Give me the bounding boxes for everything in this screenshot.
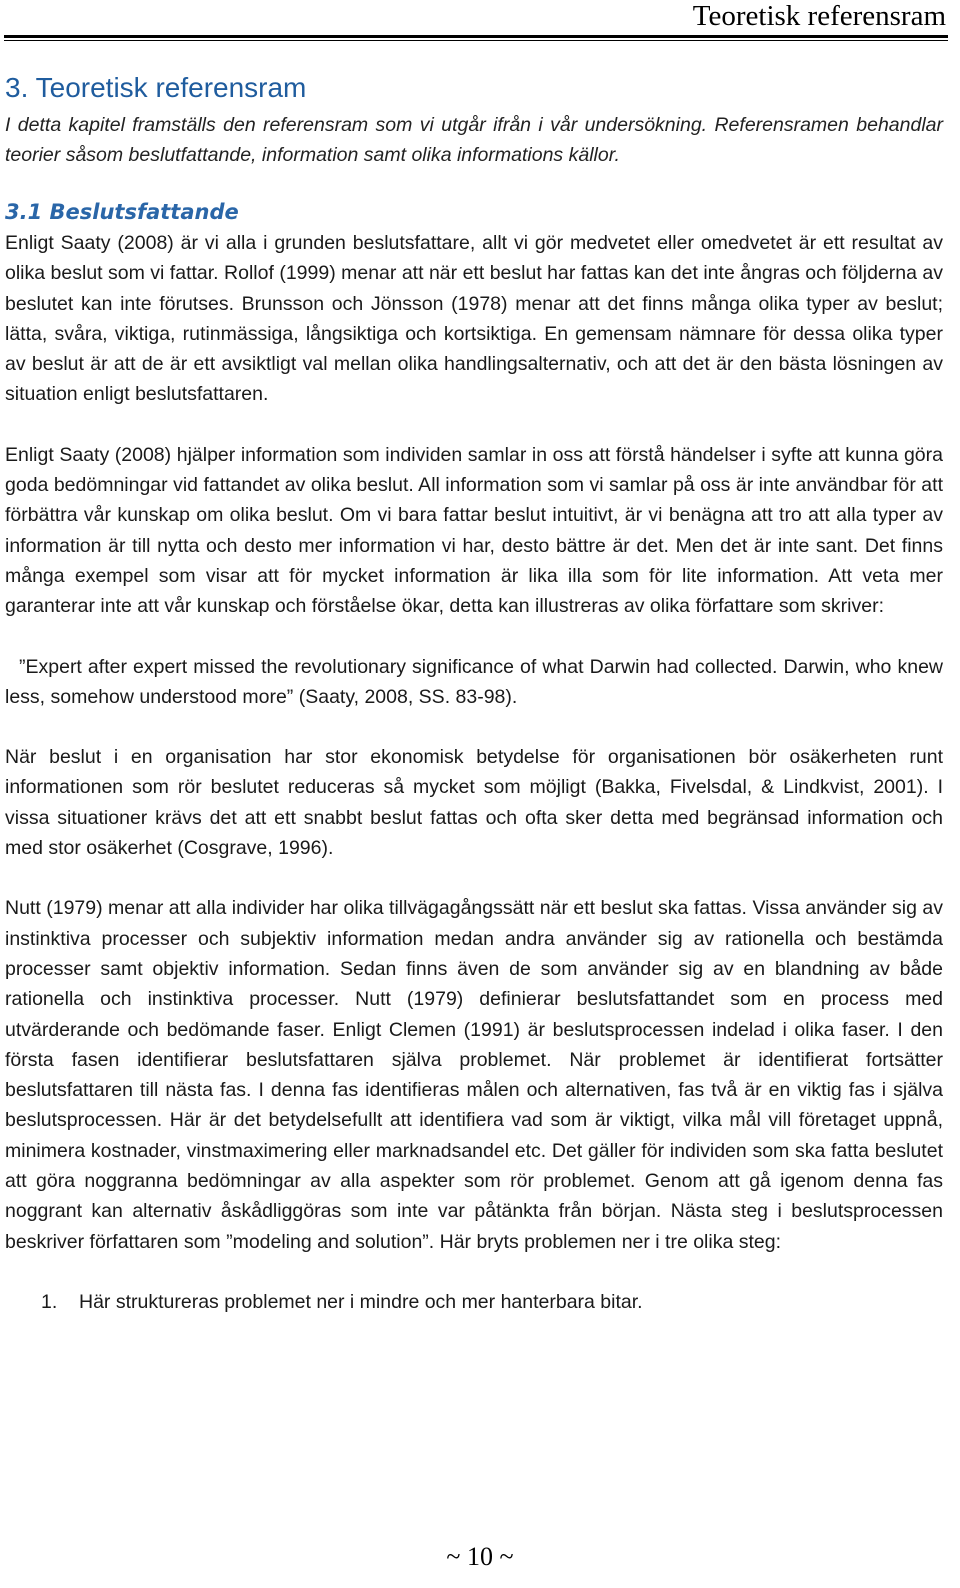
- paragraph-decision-process: Nutt (1979) menar att alla individer har olika tillvägagångssätt när ett beslut ska fattas. Vissa använder sig av instinktiva processer och subjektiv information medan andra använder sig av rationella och bestämda processer samt objektiv information. Sedan finns även de som använder sig av en blandning av både rationella och instinktiva processer. Nutt (1979) definierar beslutsfattandet som en process med utvärderande och bedömande faser. Enligt Clemen (1991) är beslutsprocessen indelad i olika faser. I den första fasen identifierar beslutsfattaren själva problemet. När problemet är identifierat fortsätter beslutsfattaren till nästa fas. I denna fas identifieras målen och alternativen, fas två är en viktig fas i själva beslutsprocessen. Här är det betydelsefullt att identifiera vad som är viktigt, vilka mål vill företaget uppnå, minimera kostnader, vinstmaximering eller marknadsandel etc. Det gäller för individen som ska fatta beslutet att göra noggranna bedömningar av alla aspekter som rör problemet. Genom att gå igenom denna fas noggrant kan alternativ åskådliggöras som inte var påtänkta från början. Nästa steg i beslutsprocessen beskriver författaren som ”modeling and solution”. Här bryts problemen ner i tre olika steg:: [5, 897, 943, 1253]
- chapter-intro: I detta kapitel framställs den referensram som vi utgår ifrån i vår undersökning. Referensramen behandlar teorier såsom beslutfattande, information samt olika informations källor.: [5, 114, 943, 166]
- paragraph-quote: ”Expert after expert missed the revolutionary significance of what Darwin had collected. Darwin, who knew less, somehow understood more” (Saaty, 2008, SS. 83-98).: [5, 655, 943, 708]
- paragraph-information: Enligt Saaty (2008) hjälper information som individen samlar in oss att förstå händelser i syfte att kunna göra goda bedömningar vid fattandet av olika beslut. All information som vi samlar på oss är inte användbar för att förbättra vår kunskap om olika beslut. Om vi bara fattar beslut intuitivt, är vi benägna att tro att alla typer av information är till nytta och desto mer information vi har, desto bättre är det. Men det är inte sant. Det finns många exempel som visar att för mycket information är lika illa som för lite information. Att veta mer garanterar inte att vår kunskap och förståelse ökar, detta kan illustreras av olika författare som skriver:: [5, 443, 943, 618]
- steps-list: [5, 1287, 943, 1317]
- running-header: Teoretisk referensram: [692, 0, 946, 32]
- paragraph-decision-makers: Enligt Saaty (2008) är vi alla i grunden beslutsfattare, allt vi gör medvetet eller omedvetet är ett resultat av olika beslut som vi fattar. Rollof (1999) menar att när ett beslut har fattas kan det inte ångras och följderna av beslutet kan inte förutses. Brunsson och Jönsson (1978) menar att det finns många olika typer av beslut; lätta, svåra, viktiga, rutinmässiga, långsiktiga och kortsiktiga. En gemensam nämnare för dessa olika typer av beslut är att de är ett avsiktligt val mellan olika handlingsalternativ, och att det är den bästa lösningen av situation enligt beslutsfattaren.: [5, 232, 943, 406]
- list-item-text: Här struktureras problemet ner i mindre och mer hanterbara bitar.: [79, 1290, 643, 1313]
- page-number: ~ 10 ~: [446, 1542, 514, 1571]
- chapter-title: 3. Teoretisk referensram: [5, 72, 307, 103]
- section-title: 3.1 Beslutsfattande: [5, 200, 239, 224]
- header-rule-thin: [4, 40, 948, 41]
- page-content: [5, 68, 943, 1317]
- paragraph-uncertainty: När beslut i en organisation har stor ekonomisk betydelse för organisationen bör osäkerheten runt informationen som rör beslutet reduceras så mycket som möjligt (Bakka, Fivelsdal, & Lindkvist, 2001). I vissa situationer krävs det att ett snabbt beslut fattas och ofta sker detta med begränsad information och med stor osäkerhet (Cosgrave, 1996).: [5, 746, 943, 860]
- list-item-number: 1.: [41, 1290, 58, 1313]
- header-rule: [4, 35, 948, 38]
- list-item: [5, 1287, 943, 1317]
